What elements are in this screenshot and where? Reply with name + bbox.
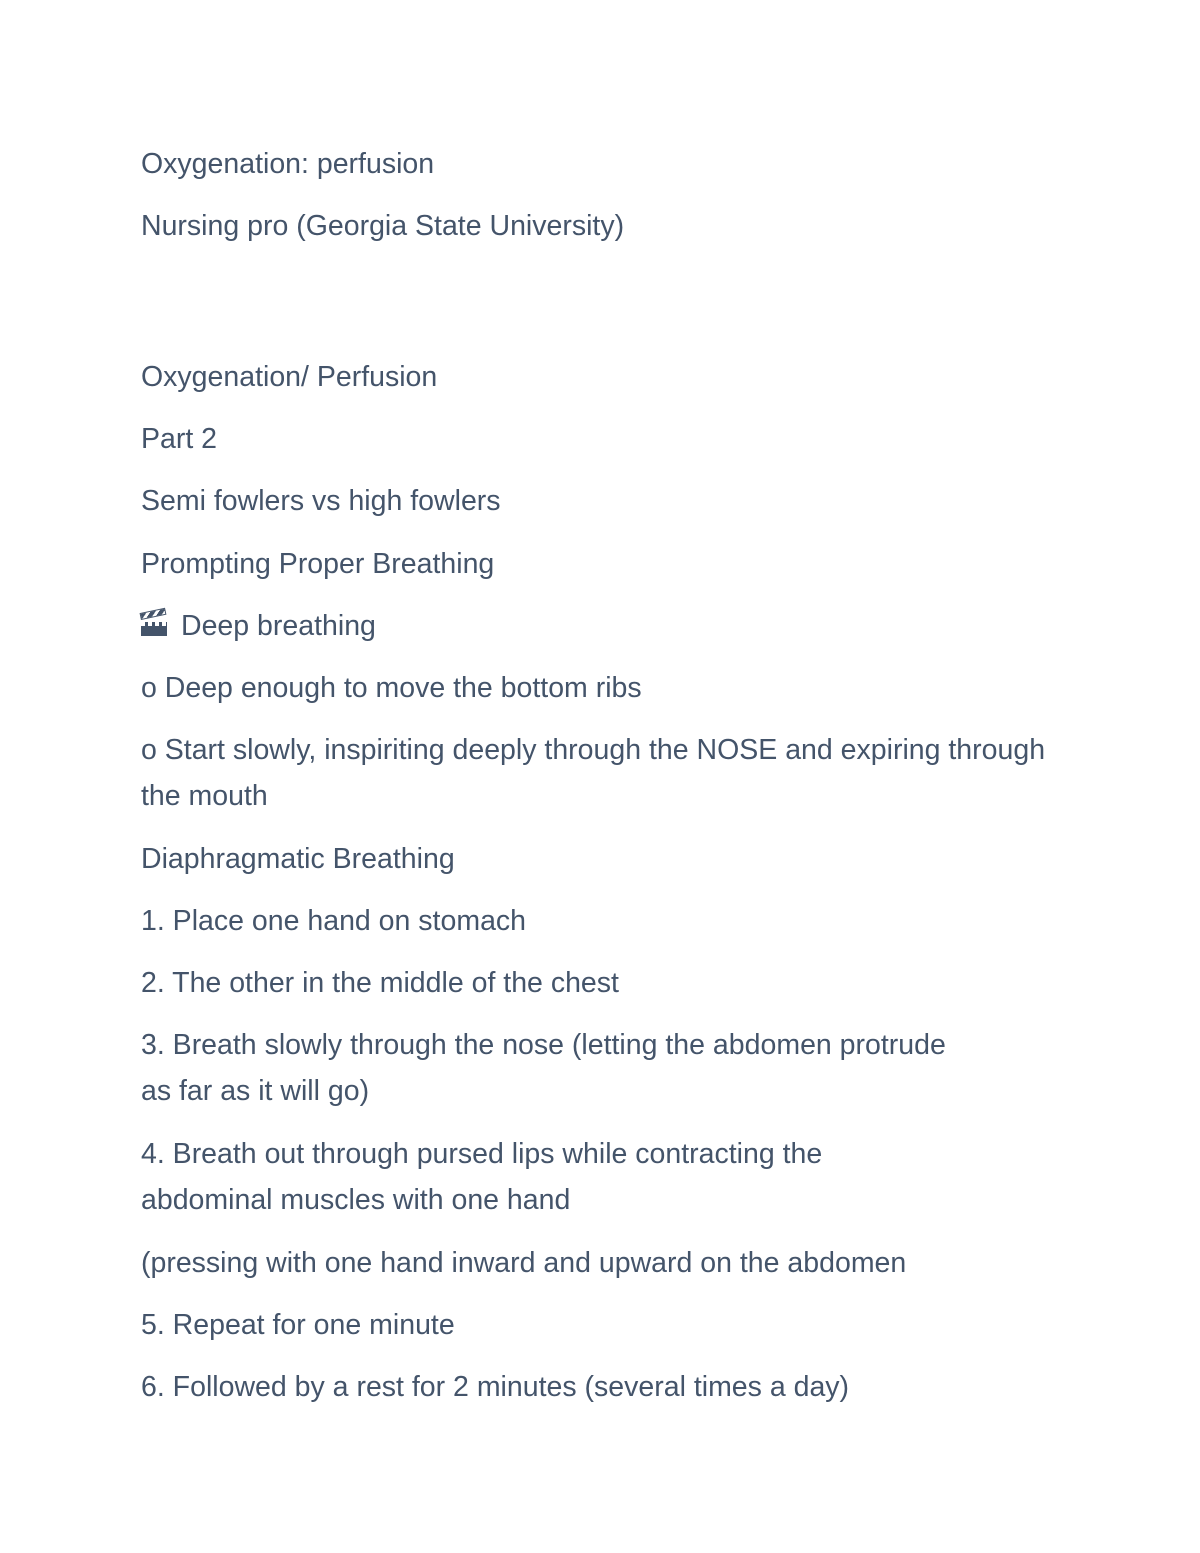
- topic-breathing: Prompting Proper Breathing: [141, 548, 495, 580]
- part-label: Part 2: [141, 423, 218, 455]
- diaphragmatic-heading: Diaphragmatic Breathing: [141, 843, 455, 875]
- clapperboard-icon: [141, 613, 169, 637]
- step-4-note: (pressing with one hand inward and upward on the abdomen: [141, 1247, 907, 1279]
- step-5: 5. Repeat for one minute: [141, 1309, 455, 1341]
- topic-positions: Semi fowlers vs high fowlers: [141, 485, 501, 517]
- step-4: 4. Breath out through pursed lips while contracting the abdominal muscles with one hand: [141, 1138, 823, 1216]
- deep-breathing-point-1: o Deep enough to move the bottom ribs: [141, 672, 642, 704]
- deep-breathing-point-2: o Start slowly, inspiriting deeply through the NOSE and expiring through the mouth: [141, 734, 1046, 812]
- document-source: Nursing pro (Georgia State University): [141, 210, 625, 242]
- document-title: Oxygenation: perfusion: [141, 148, 435, 180]
- step-1: 1. Place one hand on stomach: [141, 905, 527, 937]
- step-3: 3. Breath slowly through the nose (letting the abdomen protrude as far as it will go): [141, 1029, 946, 1107]
- deep-breathing-item: [141, 603, 376, 649]
- deep-breathing-label: Deep breathing: [181, 610, 376, 642]
- step-2: 2. The other in the middle of the chest: [141, 967, 619, 999]
- step-6: 6. Followed by a rest for 2 minutes (several times a day): [141, 1371, 850, 1403]
- section-heading: Oxygenation/ Perfusion: [141, 361, 438, 393]
